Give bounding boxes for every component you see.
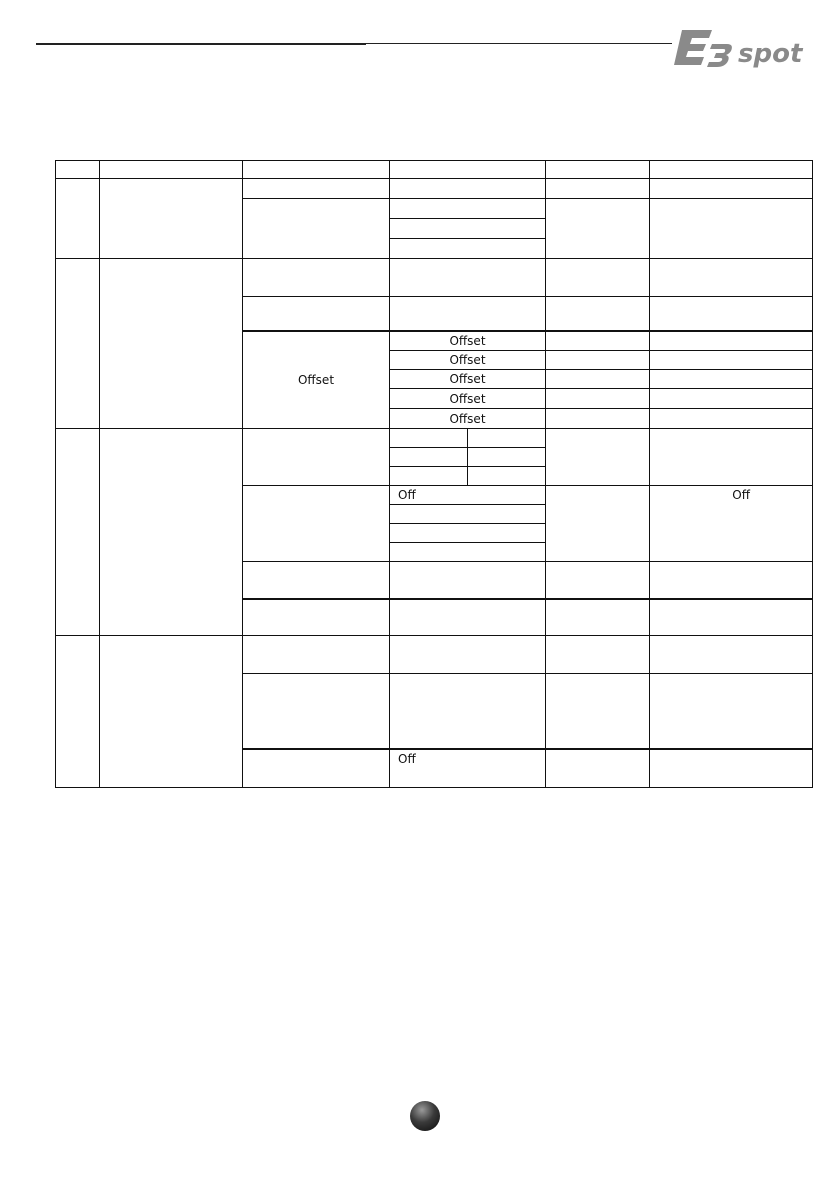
g3-r4-c6	[650, 599, 813, 636]
g3-r2-c4d	[390, 543, 546, 562]
g3-r1-c4b2	[468, 448, 546, 467]
header-cell-1	[55, 160, 100, 179]
g4-r2-c6	[650, 674, 813, 749]
g3-r2-c5	[546, 486, 650, 562]
g2-offset-group: Offset	[243, 331, 390, 429]
g2-r3-c6e	[650, 409, 813, 429]
g3-r2-c4c	[390, 524, 546, 543]
g1-r1-c3	[243, 179, 390, 199]
g3-r1-c5	[546, 429, 650, 486]
g4-r1-c4	[390, 636, 546, 674]
g3-r3-c5	[546, 562, 650, 599]
header-cell-4	[390, 160, 546, 179]
header-cell-5	[546, 160, 650, 179]
g2-offset-5: Offset	[390, 409, 546, 429]
g3-r1-c4a1	[390, 429, 468, 448]
g1-r1-c6	[650, 179, 813, 199]
g4-r3-c4: Off	[390, 749, 546, 788]
group3-number	[55, 429, 100, 636]
g3-r1-c4c2	[468, 467, 546, 486]
g4-r3-c3	[243, 749, 390, 788]
g4-r2-c4	[390, 674, 546, 749]
g1-r2-c5	[546, 199, 650, 259]
g3-r3-c3	[243, 562, 390, 599]
g3-r2-c4b	[390, 505, 546, 524]
g2-r3-c6d	[650, 389, 813, 409]
g3-r3-c4	[390, 562, 546, 599]
g4-r1-c3	[243, 636, 390, 674]
g4-r2-c5	[546, 674, 650, 749]
g2-r2-c6	[650, 297, 813, 331]
g2-r3-c6c	[650, 370, 813, 389]
g4-r3-c6	[650, 749, 813, 788]
g1-r1-c4	[390, 179, 546, 199]
g2-offset-2: Offset	[390, 351, 546, 370]
g2-offset-4: Offset	[390, 389, 546, 409]
g2-r3-c5a	[546, 331, 650, 351]
g2-r1-c3	[243, 259, 390, 297]
g2-r3-c5b	[546, 351, 650, 370]
page-indicator-dot	[410, 1101, 440, 1131]
g3-r4-c3	[243, 599, 390, 636]
g2-offset-3: Offset	[390, 370, 546, 389]
group4-function	[100, 636, 243, 788]
g2-r2-c5	[546, 297, 650, 331]
group1-number	[55, 179, 100, 259]
group3-function	[100, 429, 243, 636]
g4-r2-c3	[243, 674, 390, 749]
g3-r2-c4a: Off	[390, 486, 546, 505]
g3-r1-c4b1	[390, 448, 468, 467]
brand-logo-icon	[672, 22, 822, 72]
group2-function	[100, 259, 243, 429]
g3-r2-c6: Off	[650, 486, 813, 562]
g2-r1-c4	[390, 259, 546, 297]
g2-r3-c6a	[650, 331, 813, 351]
spec-table	[55, 160, 813, 788]
g1-r2-c3	[243, 199, 390, 259]
header-cell-3	[243, 160, 390, 179]
g2-r3-c5d	[546, 389, 650, 409]
g2-r3-c5e	[546, 409, 650, 429]
g2-r3-c6b	[650, 351, 813, 370]
g4-r1-c6	[650, 636, 813, 674]
g2-r3-c5c	[546, 370, 650, 389]
group2-number	[55, 259, 100, 429]
header-rule	[36, 43, 672, 44]
g3-r1-c3	[243, 429, 390, 486]
g3-r2-c3	[243, 486, 390, 562]
g3-r1-c4a2	[468, 429, 546, 448]
g1-r2-c6	[650, 199, 813, 259]
g3-r4-c4	[390, 599, 546, 636]
svg-text:spot: spot	[738, 39, 803, 69]
g1-r2-c4a	[390, 199, 546, 219]
g2-r1-c6	[650, 259, 813, 297]
g3-r4-c5	[546, 599, 650, 636]
g1-r1-c5	[546, 179, 650, 199]
header-cell-2	[100, 160, 243, 179]
group4-number	[55, 636, 100, 788]
group1-function	[100, 179, 243, 259]
g3-r1-c6	[650, 429, 813, 486]
g2-r1-c5	[546, 259, 650, 297]
g3-r1-c4c1	[390, 467, 468, 486]
g1-r2-c4c	[390, 239, 546, 259]
g3-r3-c6	[650, 562, 813, 599]
g2-r2-c3	[243, 297, 390, 331]
g2-offset-1: Offset	[390, 331, 546, 351]
header-cell-6	[650, 160, 813, 179]
g4-r3-c5	[546, 749, 650, 788]
g1-r2-c4b	[390, 219, 546, 239]
g2-r2-c4	[390, 297, 546, 331]
g4-r1-c5	[546, 636, 650, 674]
